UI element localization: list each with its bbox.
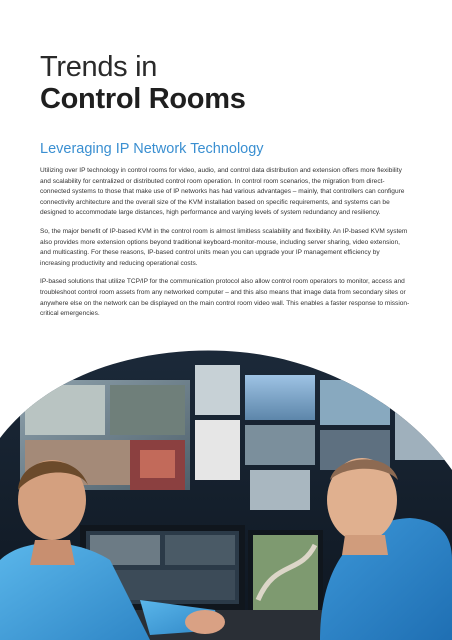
paragraph-2: So, the major benefit of IP-based KVM in the control room is almost limitless scalability and flexibility. An IP-based KVM system also provides more extension options beyond traditional keyboard-monitor-mouse, including server sharing, video extension, and multicasting. For these reasons, IP-based control units mean you can upgrade your IP management efficiency by increasing productivity and reducing operational costs. bbox=[40, 227, 408, 267]
title-line-1: Trends in bbox=[40, 51, 158, 83]
title-line-2: Control Rooms bbox=[40, 83, 246, 115]
paragraph-3: IP-based solutions that utilize TCP/IP for the communication protocol also allow control room operators to monitor, access and troubleshoot control room assets from any networked computer – and this also means that image data from secondary sites or anywhere else on the network can be displayed on the main control room video wall. This enables a faster response to mission-critical emergencies. bbox=[40, 278, 410, 318]
paragraph-1: Utilizing over IP technology in control rooms for video, audio, and control data distribution and extension offers more flexibility and scalability for centralized or distributed control room operation. In control room scenarios, the migration from direct-connected systems to those that make use of IP networks has had various advantages – mainly, that controllers can configure connectivity architecture and the overall size of the KVM installation based on specific requirements, and systems can be designed to accommodate large distances, high performance and varying levels of system redundancy and resiliency. bbox=[40, 167, 405, 217]
section-heading: Leveraging IP Network Technology bbox=[40, 141, 264, 157]
body-text bbox=[40, 166, 410, 328]
title-block bbox=[40, 52, 246, 116]
